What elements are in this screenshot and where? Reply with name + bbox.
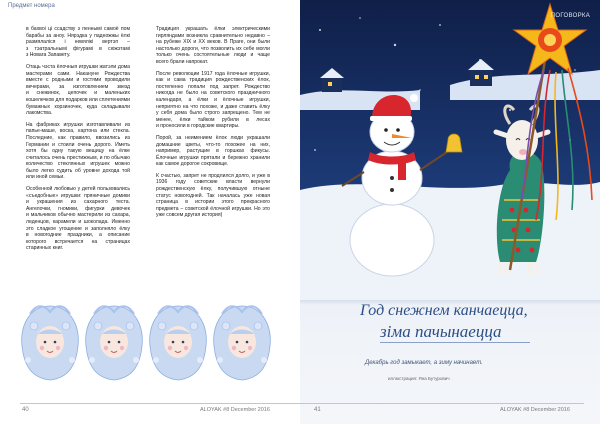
paragraph: На фабриках игрушки изготавливали из папье-маше, воска, картона или стекла. Последние, как правило, ввозились из Германии и стоили очень дорого. Иметь хотя бы одну такую вещицу на ёлке считалось очень престижным, и по обычаю количество стеклянных игрушек можно было легко судить об уровне дохода той или иной семьи. xyxy=(26,121,130,181)
footer-rule xyxy=(20,403,300,404)
paragraph: К счастью, запрет не продлился долго, и уже в 1936 году советские власти вернули рождественскую ёлку, получившую отныне статус новогодней. Так началась уже новая страница в истории этого прекрасного предмета – советской ёлочной игрушки. Но это уже совсем другая история) xyxy=(156,172,270,219)
title-underline xyxy=(380,342,530,343)
paragraph: Традиция украшать ёлки электрическими гирляндами возникла сравнительно недавно – на рубеже XIX и XX веков. В Праге, они были настолько дороги, что позволить их себе могли только очень состоятельные люди и чаще всего брали напрокат. xyxy=(156,26,270,65)
page-number: 40 xyxy=(22,407,29,413)
snow-maiden-ornaments xyxy=(0,296,300,396)
footer-rule xyxy=(300,403,584,404)
footer-text: ALOYAK #8 December 2016 xyxy=(500,407,570,413)
proverb-translation: Декабрь год замыкает, а зиму начинает. xyxy=(365,360,483,366)
right-page xyxy=(300,0,600,424)
illustration-credit: иллюстрация: Яна Бутурович xyxy=(388,376,450,381)
section-header: ПОГОВОРКА xyxy=(550,13,590,19)
paragraph: в бахвоі ці ссадству з пеннымі самоё пом барабы за аноу. Нярэдка у падножжы ёлкі размялаліся і невялікі вертэп – з тэатральнымі фігурамі в сюжэтамі з Новага Запавету. xyxy=(26,26,130,59)
page-number: 41 xyxy=(314,407,321,413)
paragraph: После революции 1917 года ёлочные игрушки, как и сама традиция рождественских ёлок, постепенно попали под запрет. Рождество никогда не было на советского праздничного календаря, а ёлки и ёлочные игрушки, неприятно на что похоже, и даже ставить ёлку у себя дома было строго запрещено. Тем не менее, ёлки тайком рубили в лесах и проносили в городские квартиры. xyxy=(156,70,270,130)
article-column-2 xyxy=(156,26,270,224)
winter-illustration xyxy=(300,0,600,300)
proverb-title-line-2: зіма пачынаецца xyxy=(380,322,502,341)
article-column-1 xyxy=(26,26,130,257)
proverb-title-line-1: Год снежнем канчаецца, xyxy=(360,302,528,319)
section-header: Предмет номера xyxy=(8,3,55,9)
paragraph: Отаць чэста ёлочныя игрушки жатэли дома мастерами сами. Накануне Рождества вместе с родными и гостями проводили вечерами, за изготовлением звезд и снежинок, цепочек и маленьких кошелечков для подарков или сплетениями бумажных корзиночек, куда складывали лакомства. xyxy=(26,63,130,117)
paragraph: Особенной любовью у детей пользовались «съедобные» игрушки: пряничные домики и украшения из сахарного теста. Ангелочки, гномики, фигурки девочек и мальчиков обычно мастерили из сахара, леденцов, карамели и шоколада. Именно это сладкое угощение и заполняло ёлку в новогодние праздники, а описание которого встречается на страницах старинных книг. xyxy=(26,186,130,252)
paragraph: Порой, за неимением ёлок люди украшали домашние цветы, что-то похожее на них, например, растущие в горшках фикусы. Ёлочные игрушки прятали и бережно хранили как самое дорогое сокровище. xyxy=(156,134,270,168)
footer-text: ALOYAK #8 December 2016 xyxy=(200,407,270,413)
